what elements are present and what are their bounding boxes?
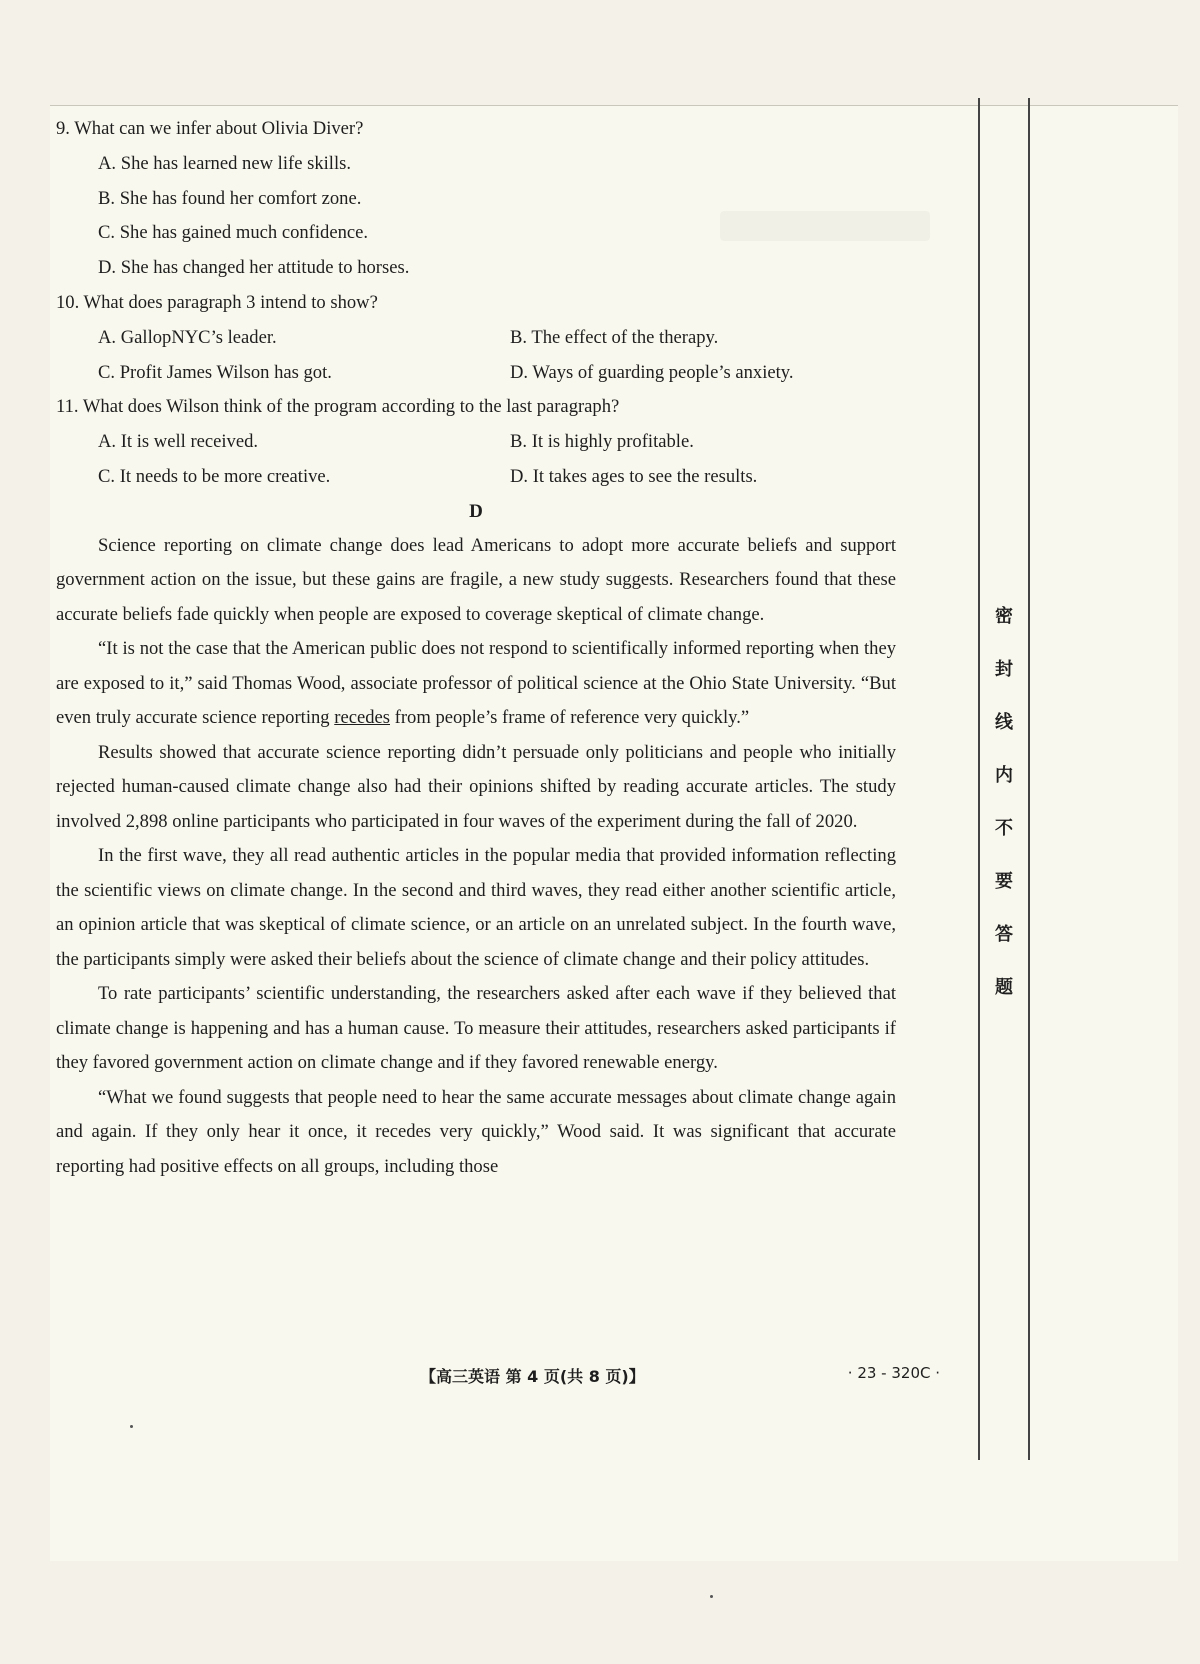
option-b: B. It is highly profitable. bbox=[510, 431, 694, 453]
question-stem: 10. What does paragraph 3 intend to show? bbox=[56, 291, 378, 313]
passage-paragraph-2 bbox=[56, 632, 896, 736]
seal-char: 线 bbox=[995, 712, 1013, 733]
question-stem: 9. What can we infer about Olivia Diver? bbox=[56, 118, 364, 139]
option-d: D. Ways of guarding people’s anxiety. bbox=[510, 361, 794, 383]
paragraph-text: “It is not the case that the American public does not respond to scientifically informed reporting when they are exposed to it,” said Thomas Wood, associate professor of political science at the Ohio State University. “But even truly accurate science reporting bbox=[56, 638, 896, 729]
passage-paragraph-6: “What we found suggests that people need to hear the same accurate messages about climate change again and again. If they only hear it once, it recedes very quickly,” Wood said. It was significant that accurate reporting had positive effects on all groups, including those bbox=[56, 1086, 896, 1177]
binding-line-inner bbox=[978, 98, 980, 1460]
scan-speck bbox=[130, 1425, 133, 1428]
seal-char: 要 bbox=[995, 871, 1013, 892]
option-d: D. She has changed her attitude to horses. bbox=[98, 257, 410, 279]
seal-char: 封 bbox=[995, 659, 1013, 680]
seal-char: 题 bbox=[995, 977, 1013, 998]
option-c: C. She has gained much confidence. bbox=[98, 222, 369, 244]
seal-char: 内 bbox=[995, 765, 1013, 786]
footer-page-info: 【高三英语 第 4 页(共 8 页)】 bbox=[420, 1367, 645, 1386]
passage-paragraph-4: In the first wave, they all read authentic articles in the popular media that provided information reflecting the scientific views on climate change. In the second and third waves, they read either another scientific article, an opinion article that was skeptical of climate science, or an article on an unrelated subject. In the fourth wave, the participants simply were asked their beliefs about the science of climate change and their policy attitudes. bbox=[56, 845, 896, 970]
exam-content bbox=[56, 112, 896, 1184]
seal-char: 密 bbox=[995, 606, 1013, 627]
question-10 bbox=[56, 286, 896, 390]
footer-code: · 23 - 320C · bbox=[847, 1364, 940, 1382]
underlined-word: recedes bbox=[334, 707, 390, 729]
paragraph-text: from people’s frame of reference very quickly.” bbox=[390, 707, 750, 729]
seal-char: 答 bbox=[995, 924, 1013, 945]
passage-paragraph-5: To rate participants’ scientific understanding, the researchers asked after each wave if they believed that climate change is happening and has a human cause. To measure their attitudes, researchers asked participants if they favored government action on climate change and if they favored renewable energy. bbox=[56, 983, 896, 1074]
question-stem: 11. What does Wilson think of the program according to the last paragraph? bbox=[56, 396, 620, 418]
question-11 bbox=[56, 390, 896, 494]
binding-line-outer bbox=[1028, 98, 1030, 1460]
option-a: A. GallopNYC’s leader. bbox=[98, 326, 277, 348]
option-c: C. Profit James Wilson has got. bbox=[98, 361, 332, 383]
option-c: C. It needs to be more creative. bbox=[98, 465, 331, 487]
passage-letter: D bbox=[469, 500, 483, 522]
seal-char: 不 bbox=[995, 818, 1013, 839]
question-9 bbox=[56, 112, 896, 286]
scan-speck bbox=[710, 1595, 713, 1598]
option-b: B. She has found her comfort zone. bbox=[98, 187, 362, 209]
passage-paragraph-1: Science reporting on climate change does lead Americans to adopt more accurate beliefs and support government action on the issue, but these gains are fragile, a new study suggests. Researchers found that these accurate beliefs fade quickly when people are exposed to coverage skeptical of climate change. bbox=[56, 534, 896, 625]
option-a: A. She has learned new life skills. bbox=[98, 152, 352, 174]
passage-paragraph-3: Results showed that accurate science reporting didn’t persuade only politicians and people who initially rejected human-caused climate change also had their opinions shifted by reading accurate articles. The study involved 2,898 online participants who participated in four waves of the experiment during the fall of 2020. bbox=[56, 741, 896, 832]
option-d: D. It takes ages to see the results. bbox=[510, 465, 758, 487]
page-footer bbox=[50, 1364, 940, 1394]
option-b: B. The effect of the therapy. bbox=[510, 326, 719, 348]
option-a: A. It is well received. bbox=[98, 431, 259, 453]
seal-line-notice bbox=[988, 590, 1020, 1014]
